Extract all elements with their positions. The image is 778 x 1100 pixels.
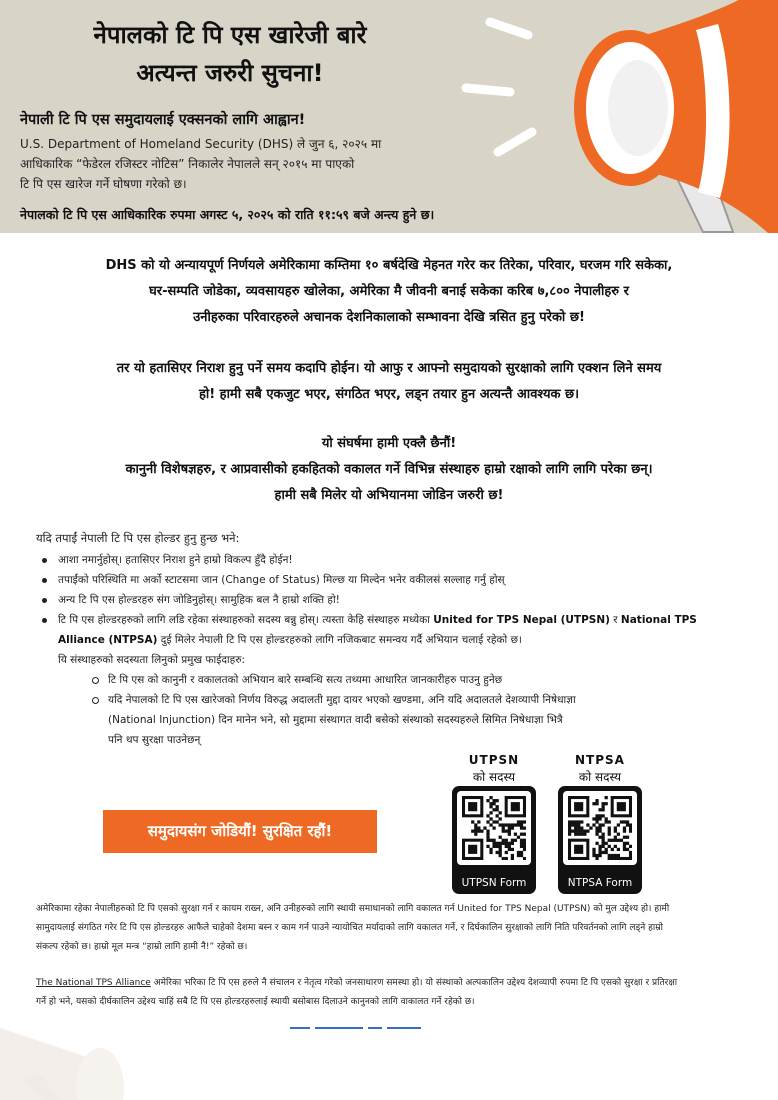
sub-list-item-line-2: (National Injunction) दिन मानेन भने, सो मुद्दामा संस्थागत वादी बसेको संस्थाको सदस्यहरुले सिमित निषेधाज्ञा भित्रै [108, 714, 563, 726]
list-item-text: टि पि एस होल्डरहरुको लागि लडि रहेका संस्थाहरुको सदस्य बन्नु होस्। त्यस्ता केहि संस्थाहरु मध्येका [58, 614, 430, 626]
utpsn-description-line-3: संकल्प रहेको छ। हाम्रो मूल मन्त्र “हाम्रो लागि हामी नै!” रहेको छ। [36, 942, 248, 952]
injustice-line-3: उनीहरुका परिवारहरुले अचानक देशनिकालाको सम्भावना देखि त्रसित हुनु परेको छ! [193, 310, 585, 325]
ntpsa-link[interactable]: The National TPS Alliance [36, 978, 151, 988]
footer-link[interactable] [290, 1027, 310, 1029]
utpsn-description-line-2: सामुदायलाई संगठित गरेर टि पि एस होल्डरहरु आफैले चाहेको देशमा बस्न र काम गर्न पाउने न्यायोचित मर्यादाको लागि वकालत गर्ने, र दिर्घकालिन सुरक्षाको लागि निति परिवर्तनको लागि लड्ने हाम्रो [36, 923, 663, 933]
injustice-line-2: घर-सम्पति जोडेका, व्यवसायहरु खोलेका, अमेरिका मै जीवनी बनाई सकेका करिब ७,८०० नेपालीहरु र [149, 284, 629, 299]
list-item [36, 590, 746, 610]
title-line-1: नेपालको टि पि एस खारेजी बारे [93, 21, 367, 49]
list-item [36, 550, 746, 570]
qr-code-icon [568, 796, 632, 860]
utpsn-description-line-1: अमेरिकामा रहेका नेपालीहरुको टि पि एसको सुरक्षा गर्न र कायम राख्न, अनि उनीहरुको लागि स्थायी समाधानको लागि वकालत गर्न United for TPS Nepal (UTPSN) को मुल उद्देश्य हो। हामी [36, 904, 670, 914]
utpsn-form-qr-card[interactable] [452, 786, 536, 894]
ntpsa-description [36, 974, 750, 1012]
ntpsa-org-name: National TPS Alliance (NTPSA) [58, 614, 697, 646]
list-item [36, 570, 746, 590]
bullet-icon [42, 558, 47, 563]
dhs-notice-line-1: U.S. Department of Homeland Security (DHS) ले जुन ६, २०२५ मा [20, 137, 382, 151]
conjunction: र [613, 614, 618, 626]
ntpsa-description-line-1 [36, 974, 750, 993]
list-item-text: दुई मिलेर नेपाली टि पि एस होल्डरहरुको लागि नजिकबाट समन्वय गर्दै अभियान चलाई रहेको छ। [160, 634, 522, 646]
call-to-action-heading: नेपाली टि पि एस समुदायलाई एक्सनको लागि आह्वान! [20, 112, 306, 128]
not-alone-paragraph [20, 431, 758, 509]
ntpsa-qr-label [545, 752, 655, 786]
action-line-1: तर यो हतासिएर निराश हुनु पर्ने समय कदापि होईन। यो आफु र आफ्नो समुदायको सुरक्षाको लागि एक्शन लिने समय [116, 361, 662, 376]
not-alone-line-2: कानुनी विशेषज्ञहरु, र आप्रवासीको हकहितको वकालत गर्ने विभिन्न संस्थाहरु हाम्रो रक्षाको लागि लागि परेका छन्। [125, 462, 653, 477]
background-megaphone-icon [0, 1018, 200, 1100]
circle-bullet-icon [92, 697, 99, 704]
ntpsa-description-line-2: गर्ने हो भने, यसको दीर्घकालिन उद्देश्य चाहिं सबै टि पि एस होल्डरहरुलाई स्थायी बसोबास दिलाउने कानुनको लागि वाकालत गर्ने रहेको छ। [36, 997, 475, 1007]
main-title [20, 16, 440, 92]
utpsn-qr-label [439, 752, 549, 786]
ntpsa-form-caption: NTPSA Form [567, 877, 633, 889]
utpsn-qr-title: UTPSN [468, 753, 520, 767]
footer-link[interactable] [387, 1027, 421, 1029]
sub-list-item-text: टि पि एस को कानुनी र वकालतको अभियान बारे सम्बन्धि सत्य तथ्यमा आधारित जानकारीहरु पाउनु हुनेछ [108, 674, 503, 686]
sub-list-item [36, 670, 746, 690]
sub-list-item [36, 690, 746, 750]
bullet-icon [42, 618, 47, 623]
ntpsa-qr-title: NTPSA [575, 753, 625, 767]
advice-list [36, 550, 746, 750]
utpsn-org-name: United for TPS Nepal (UTPSN) [433, 614, 610, 626]
qr-code-icon [462, 796, 526, 860]
list-item-text: आशा नमार्नुहोस्। हतासिएर निराश हुने हाम्रो विकल्प हुँदै होईन! [58, 554, 293, 566]
ntpsa-qr-subtitle: को सदस्य [578, 770, 622, 784]
dhs-notice-text [20, 134, 450, 194]
dhs-notice-line-2: आधिकारिक “फेडेरल रजिस्टर नोटिस” निकालेर नेपालले सन् २०१५ मा पाएको [20, 157, 355, 171]
not-alone-line-1: यो संघर्षमा हामी एक्लै छैनौं! [321, 436, 457, 451]
bullet-icon [42, 598, 47, 603]
title-line-2: अत्यन्त जरुरी सुचना! [136, 59, 324, 87]
action-line-2: हो! हामी सबै एकजुट भएर, संगठित भएर, लड्न तयार हुन अत्यन्तै आवश्यक छ। [198, 387, 580, 402]
ntpsa-form-qr-card[interactable] [558, 786, 642, 894]
deadline-text: नेपालको टि पि एस आधिकारिक रुपमा अगस्ट ५, २०२५ को राति ११:५९ बजे अन्त्य हुने छ। [20, 207, 435, 222]
bullet-icon [42, 578, 47, 583]
list-intro: यदि तपाईं नेपाली टि पि एस होल्डर हुनु हुन्छ भने: [36, 531, 240, 545]
megaphone-icon [458, 0, 778, 233]
circle-bullet-icon [92, 677, 99, 684]
injustice-paragraph [20, 253, 758, 331]
list-item [36, 610, 746, 650]
action-paragraph [20, 356, 758, 408]
injustice-line-1: DHS को यो अन्यायपूर्ण निर्णयले अमेरिकामा कम्तिमा १० बर्षदेखि मेहनत गरेर कर तिरेका, परिवार, घरजम गरि सकेका, [105, 258, 673, 273]
footer-link[interactable] [315, 1027, 363, 1029]
header-banner [0, 0, 778, 233]
sub-list-item-line-1: यदि नेपालको टि पि एस खारेजको निर्णय विरुद्ध अदालती मुद्दा दायर भएको खण्डमा, अनि यदि अदालतले देशव्यापी निषेधाज्ञा [108, 694, 576, 706]
footer-link[interactable] [368, 1027, 382, 1029]
utpsn-form-caption: UTPSN Form [461, 877, 527, 889]
benefits-label: यि संस्थाहरुको सदस्यता लिनुको प्रमुख फाईदाहरु: [58, 654, 246, 666]
join-community-button[interactable]: समुदायसंग जोडियौं! सुरक्षित रहौं! [103, 810, 377, 853]
not-alone-line-3: हामी सबै मिलेर यो अभियानमा जोडिन जरुरी छ! [274, 488, 504, 503]
ntpsa-description-text: अमेरिका भरिका टि पि एस हरुले नै संचालन र नेतृत्व गरेको जनसाधारण समस्था हो। यो संस्थाको अल्पकालिन उद्देश्य देशव्यापी रुपमा टि पि एसको सुरक्षा र प्रतिरक्षा [153, 978, 678, 988]
utpsn-qr-subtitle: को सदस्य [472, 770, 516, 784]
list-item-text: तपाईंको परिस्थिति मा अर्को स्टाटसमा जान (Change of Status) मिल्छ या मिल्देन भनेर वकीलसं सल्लाह गर्नु होस् [58, 574, 505, 586]
utpsn-description [36, 900, 750, 957]
sub-list-item-line-3: पनि थप सुरक्षा पाउनेछन् [108, 734, 201, 746]
dhs-notice-line-3: टि पि एस खारेज गर्ने घोषणा गरेको छ। [20, 177, 187, 191]
list-item-text: अन्य टि पि एस होल्डरहरु संग जोडिनुहोस्। सामुहिक बल नै हाम्रो शक्ति हो! [58, 594, 340, 606]
